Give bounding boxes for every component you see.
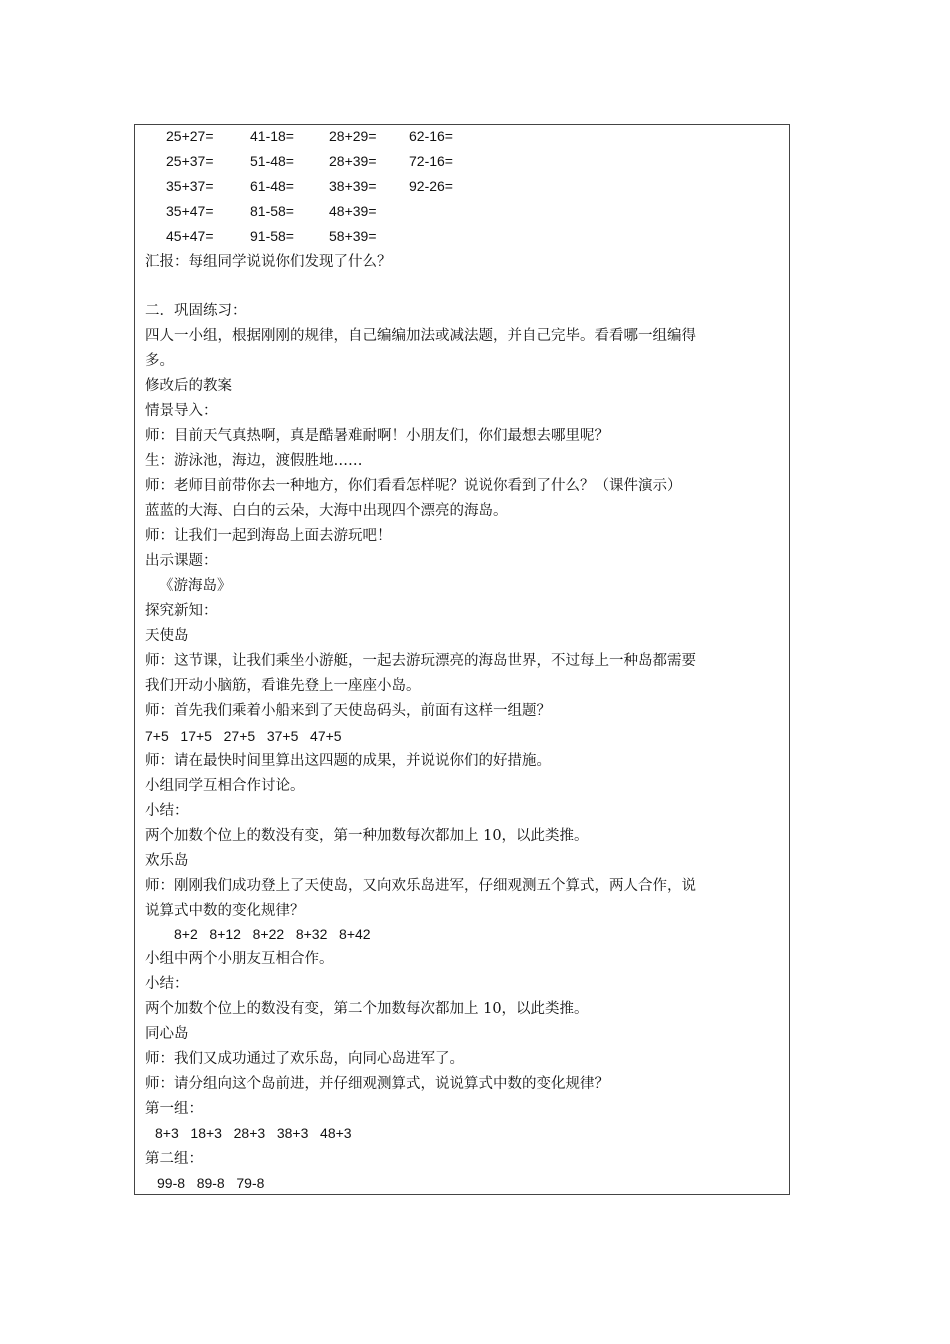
equation-line: 7+5 17+5 27+5 37+5 47+5 xyxy=(145,728,342,744)
paragraph-line: 四人一小组，根据刚刚的规律，自己编编加法或减法题，并自己完毕。看看哪一组编得 xyxy=(145,328,696,344)
dialogue-line: 生：游泳池，海边，渡假胜地…… xyxy=(145,453,363,469)
dialogue-line: 师：老师目前带你去一种地方，你们看看怎样呢？说说你看到了什么？（课件演示） xyxy=(145,478,682,494)
dialogue-line: 师：目前天气真热啊，真是酷暑难耐啊！小朋友们，你们最想去哪里呢？ xyxy=(145,428,609,444)
island-heading: 欢乐岛 xyxy=(145,853,189,869)
grid-cell: 62-16= xyxy=(409,128,453,144)
summary-line: 两个加数个位上的数没有变，第二个加数每次都加上 10，以此类推。 xyxy=(145,1001,589,1017)
dialogue-line: 师：刚刚我们成功登上了天使岛，又向欢乐岛进军，仔细观测五个算式，两人合作，说 xyxy=(145,878,696,894)
grid-cell: 81-58= xyxy=(250,203,294,219)
report-line: 汇报：每组同学说说你们发现了什么？ xyxy=(145,254,392,270)
grid-cell: 91-58= xyxy=(250,228,294,244)
island-heading: 天使岛 xyxy=(145,628,189,644)
grid-cell: 28+39= xyxy=(329,153,377,169)
group-label: 第二组： xyxy=(145,1151,203,1167)
section-heading: 二．巩固练习： xyxy=(145,303,247,319)
equation-line: 8+3 18+3 28+3 38+3 48+3 xyxy=(155,1125,352,1141)
equation-line: 8+2 8+12 8+22 8+32 8+42 xyxy=(174,926,371,942)
grid-cell: 28+29= xyxy=(329,128,377,144)
grid-cell: 61-48= xyxy=(250,178,294,194)
grid-cell: 58+39= xyxy=(329,228,377,244)
grid-cell: 25+37= xyxy=(166,153,214,169)
section-heading: 修改后的教案 xyxy=(145,378,232,394)
section-heading: 出示课题： xyxy=(145,553,218,569)
equation-line: 99-8 89-8 79-8 xyxy=(157,1175,265,1191)
grid-cell: 38+39= xyxy=(329,178,377,194)
section-heading: 小结： xyxy=(145,976,189,992)
grid-cell: 92-26= xyxy=(409,178,453,194)
grid-cell: 72-16= xyxy=(409,153,453,169)
grid-cell: 35+47= xyxy=(166,203,214,219)
dialogue-line: 我们开动小脑筋，看谁先登上一座座小岛。 xyxy=(145,678,421,694)
island-heading: 同心岛 xyxy=(145,1026,189,1042)
dialogue-line: 师：这节课，让我们乘坐小游艇，一起去游玩漂亮的海岛世界，不过每上一种岛都需要 xyxy=(145,653,696,669)
section-heading: 探究新知： xyxy=(145,603,218,619)
dialogue-line: 说算式中数的变化规律？ xyxy=(145,903,305,919)
grid-cell: 48+39= xyxy=(329,203,377,219)
dialogue-line: 师：我们又成功通过了欢乐岛，向同心岛进军了。 xyxy=(145,1051,464,1067)
paragraph-line: 多。 xyxy=(145,353,174,369)
summary-line: 两个加数个位上的数没有变，第一种加数每次都加上 10，以此类推。 xyxy=(145,828,589,844)
grid-cell: 45+47= xyxy=(166,228,214,244)
lesson-title: 《游海岛》 xyxy=(159,578,232,594)
grid-cell: 25+27= xyxy=(166,128,214,144)
dialogue-line: 师：让我们一起到海岛上面去游玩吧！ xyxy=(145,528,392,544)
paragraph-line: 小组中两个小朋友互相合作。 xyxy=(145,951,334,967)
grid-cell: 41-18= xyxy=(250,128,294,144)
group-label: 第一组： xyxy=(145,1101,203,1117)
section-heading: 情景导入： xyxy=(145,403,218,419)
dialogue-line: 师：首先我们乘着小船来到了天使岛码头，前面有这样一组题？ xyxy=(145,703,551,719)
paragraph-line: 小组同学互相合作讨论。 xyxy=(145,778,305,794)
grid-cell: 51-48= xyxy=(250,153,294,169)
dialogue-line: 师：请分组向这个岛前进，并仔细观测算式，说说算式中数的变化规律？ xyxy=(145,1076,609,1092)
grid-cell: 35+37= xyxy=(166,178,214,194)
paragraph-line: 蓝蓝的大海、白白的云朵，大海中出现四个漂亮的海岛。 xyxy=(145,503,508,519)
dialogue-line: 师：请在最快时间里算出这四题的成果，并说说你们的好措施。 xyxy=(145,753,551,769)
section-heading: 小结： xyxy=(145,803,189,819)
